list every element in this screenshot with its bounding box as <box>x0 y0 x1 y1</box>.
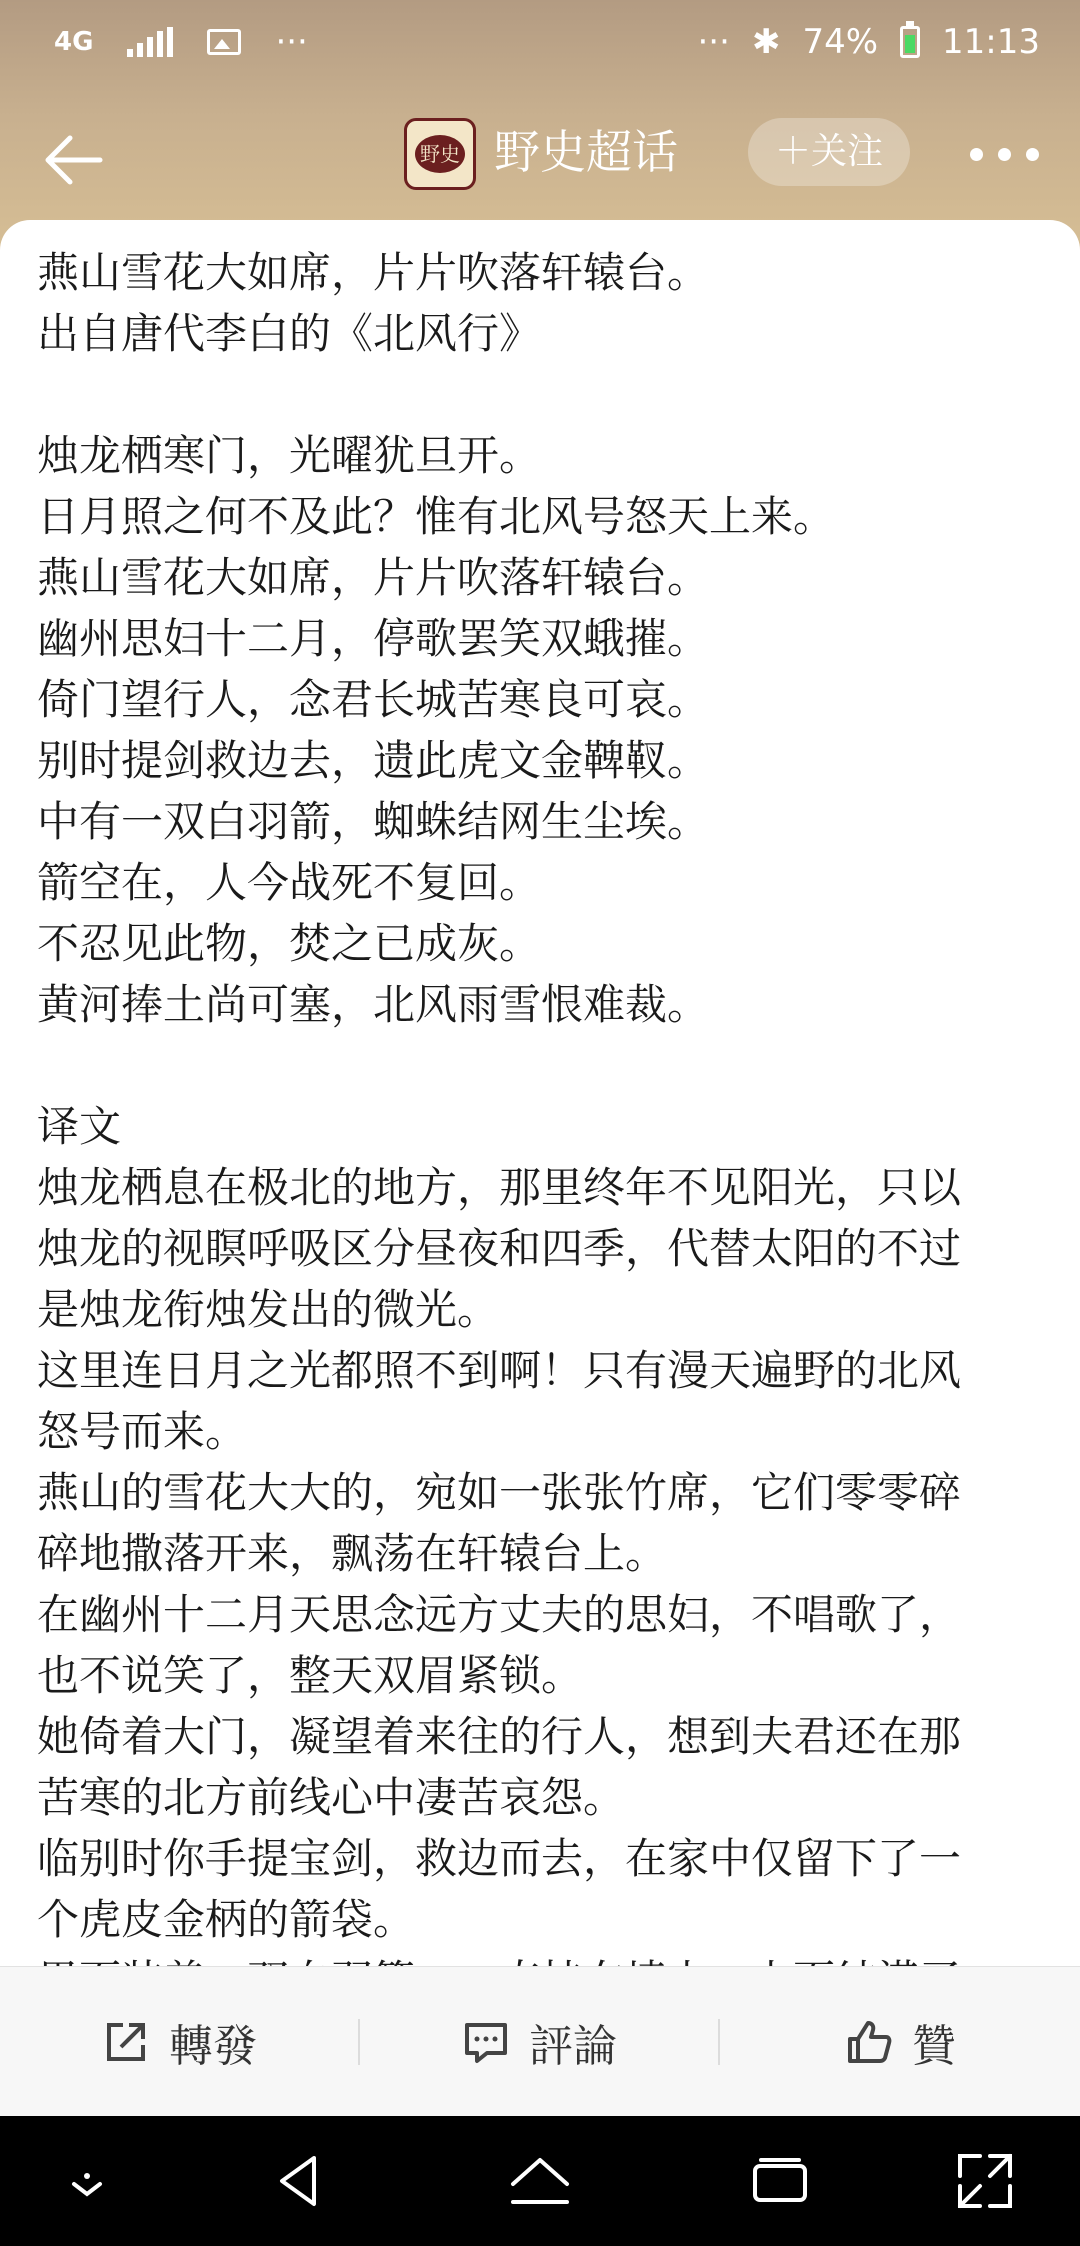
recent-apps-icon[interactable] <box>745 2146 815 2216</box>
blank-line <box>37 1035 1043 1096</box>
post-content <box>0 220 1080 1966</box>
like-button[interactable] <box>720 1967 1080 2117</box>
supertopic-logo[interactable] <box>404 118 476 190</box>
post-line: 燕山雪花大如席，片片吹落轩辕台。 <box>37 553 710 602</box>
post-line: 怒号而来。 <box>37 1407 248 1456</box>
back-arrow-icon[interactable] <box>40 130 110 190</box>
post-line: 译文 <box>37 1102 122 1151</box>
system-nav-bar <box>0 2116 1080 2246</box>
post-line: 烛龙的视瞑呼吸区分昼夜和四季，代替太阳的不过 <box>37 1224 962 1273</box>
post-line: 临别时你手提宝剑，救边而去，在家中仅留下了一 <box>37 1834 962 1883</box>
post-line: 这里连日月之光都照不到啊！只有漫天遍野的北风 <box>37 1346 962 1395</box>
post-line: 黄河捧土尚可塞，北风雨雪恨难裁。 <box>37 980 710 1029</box>
comment-icon <box>461 2017 511 2067</box>
bluetooth-icon: ✱ <box>751 22 781 62</box>
post-line: 不忍见此物，焚之已成灰。 <box>37 919 542 968</box>
battery-icon <box>900 26 920 58</box>
like-label: 贊 <box>912 2021 956 2072</box>
back-triangle-icon[interactable] <box>264 2146 334 2216</box>
post-line: 中有一双白羽箭，蜘蛛结网生尘埃。 <box>37 797 710 846</box>
image-notification-icon <box>207 29 241 55</box>
action-bar <box>0 1966 1080 2116</box>
post-line: 日月照之何不及此？惟有北风号怒天上来。 <box>37 492 836 541</box>
more-status-icons: ··· <box>697 22 730 62</box>
post-line: 她倚着大门，凝望着来往的行人，想到夫君还在那 <box>37 1712 962 1761</box>
post-line: 个虎皮金柄的箭袋。 <box>37 1895 416 1944</box>
page-title: 野史超话 <box>494 125 678 179</box>
logo-text: 野史 <box>415 135 465 173</box>
follow-button[interactable]: ＋关注 <box>748 118 910 186</box>
thumbs-up-icon <box>844 2017 894 2067</box>
post-line: 碎地撒落开来，飘荡在轩辕台上。 <box>37 1529 668 1578</box>
more-options-icon[interactable] <box>970 148 1040 162</box>
post-line: 燕山雪花大如席，片片吹落轩辕台。 <box>37 248 710 297</box>
network-indicator: 4G <box>54 27 94 57</box>
blank-line <box>37 364 1043 425</box>
post-line: 苦寒的北方前线心中凄苦哀怨。 <box>37 1773 626 1822</box>
post-text <box>37 242 1043 2011</box>
clock: 11:13 <box>942 22 1040 62</box>
post-line: 燕山的雪花大大的，宛如一张张竹席，它们零零碎 <box>37 1468 962 1517</box>
post-line: 出自唐代李白的《北风行》 <box>37 309 542 358</box>
status-bar <box>0 0 1080 90</box>
repost-label: 轉發 <box>169 2021 257 2072</box>
post-line: 也不说笑了，整天双眉紧锁。 <box>37 1651 584 1700</box>
battery-percent: 74% <box>802 22 879 62</box>
post-line: 倚门望行人，念君长城苦寒良可哀。 <box>37 675 710 724</box>
share-icon <box>101 2017 151 2067</box>
signal-icon <box>127 27 173 57</box>
home-icon[interactable] <box>505 2146 575 2216</box>
comment-button[interactable] <box>360 1967 718 2117</box>
hide-nav-icon[interactable] <box>52 2146 122 2216</box>
repost-button[interactable] <box>0 1967 358 2117</box>
post-line: 在幽州十二月天思念远方丈夫的思妇，不唱歌了， <box>37 1590 962 1639</box>
post-line: 别时提剑救边去，遗此虎文金鞞靫。 <box>37 736 710 785</box>
post-line: 是烛龙衔烛发出的微光。 <box>37 1285 500 1334</box>
comment-label: 評論 <box>529 2021 617 2072</box>
expand-screen-icon[interactable] <box>950 2146 1020 2216</box>
post-line: 幽州思妇十二月，停歌罢笑双蛾摧。 <box>37 614 710 663</box>
more-notifications: ··· <box>275 22 308 62</box>
post-line: 箭空在，人今战死不复回。 <box>37 858 542 907</box>
post-line: 烛龙栖寒门，光曜犹旦开。 <box>37 431 542 480</box>
post-line: 烛龙栖息在极北的地方，那里终年不见阳光，只以 <box>37 1163 962 1212</box>
